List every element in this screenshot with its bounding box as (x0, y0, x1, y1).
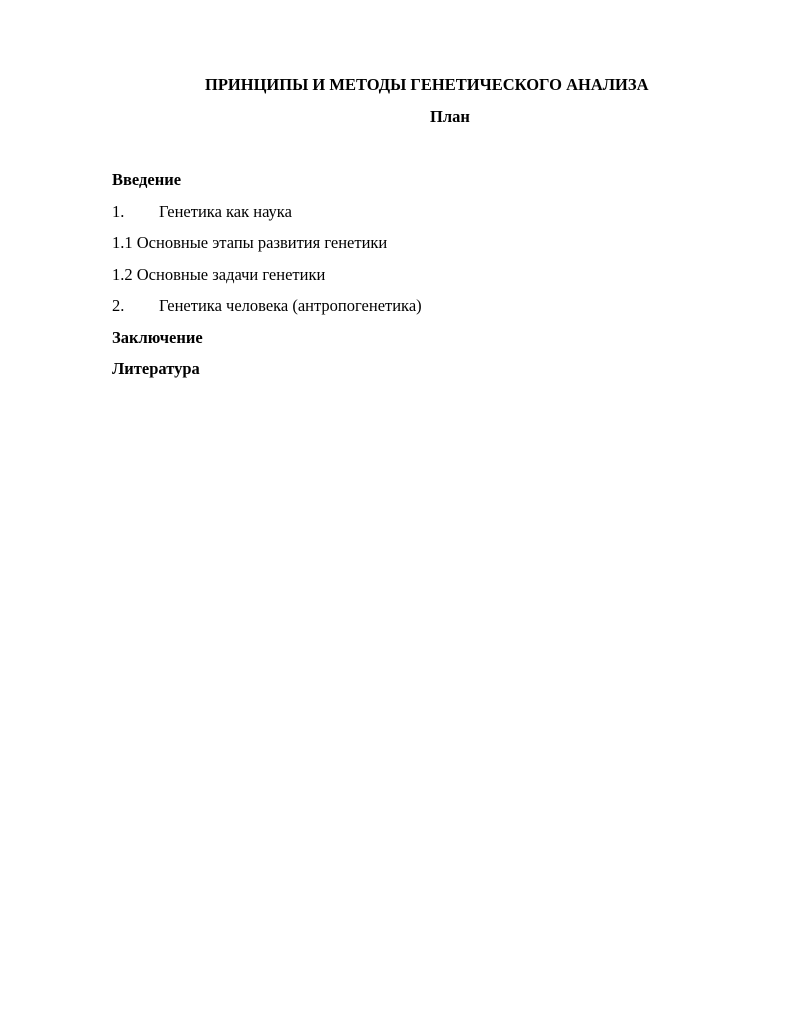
toc-item-conclusion (112, 328, 752, 360)
toc-item-1-1 (112, 233, 752, 265)
toc-item-label: Заключение (112, 327, 203, 347)
document-subtitle: План (430, 107, 470, 126)
document-title: ПРИНЦИПЫ И МЕТОДЫ ГЕНЕТИЧЕСКОГО АНАЛИЗА (205, 75, 649, 94)
table-of-contents (112, 170, 752, 391)
toc-item-literature (112, 359, 752, 391)
toc-item-2 (112, 296, 752, 328)
toc-item-intro (112, 170, 752, 202)
toc-item-label: 1.1 Основные этапы развития генетики (112, 233, 388, 252)
toc-item-label: Введение (112, 170, 182, 189)
toc-item-number: 1. (112, 201, 125, 221)
toc-item-label: Генетика как наука (159, 201, 292, 221)
toc-item-1 (112, 202, 752, 234)
toc-item-label: 1.2 Основные задачи генетики (112, 264, 326, 284)
toc-item-1-2 (112, 265, 752, 297)
toc-item-label: Литература (112, 359, 200, 378)
toc-item-label: Генетика человека (антропогенетика) (159, 296, 422, 315)
toc-item-number: 2. (112, 296, 125, 315)
